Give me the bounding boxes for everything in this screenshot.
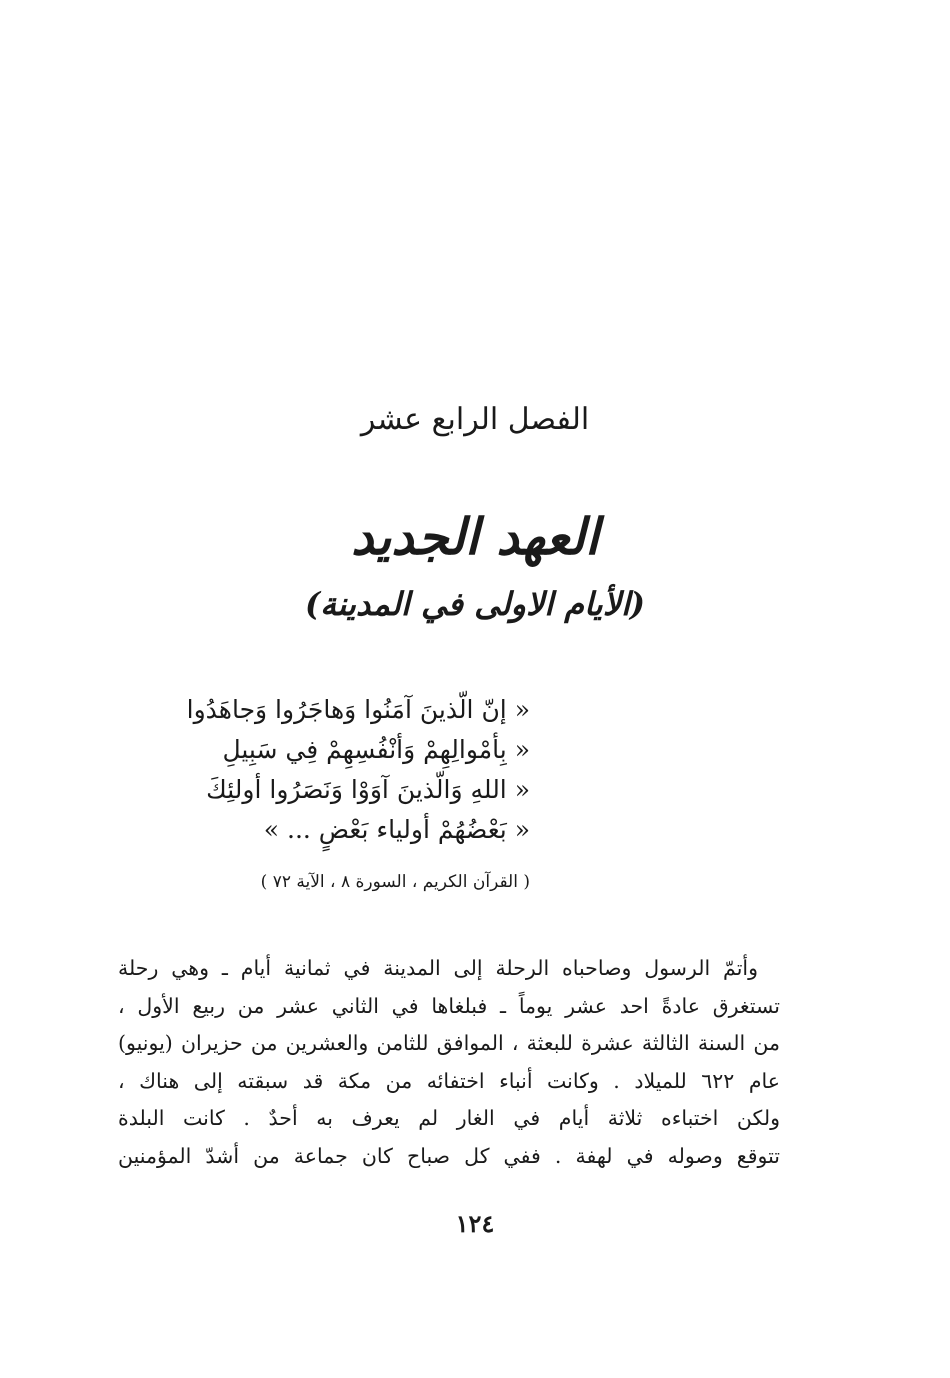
quote-line: « بَعْضُهُمْ أولياء بَعْضٍ ... » [263, 815, 530, 844]
quote-line: « بِأمْوالِهِمْ وَأنْفُسِهِمْ فِي سَبِيلِ [222, 735, 530, 764]
quote-line: « إنّ الّذينَ آمَنُوا وَهاجَرُوا وَجاهَدُوا [186, 695, 530, 724]
page-number: ١٢٤ [455, 1209, 495, 1238]
body-line: تستغرق عادةً احد عشر يوماً ـ فبلغاها في الثاني عشر من ربيع الأول ، [118, 993, 780, 1018]
body-line: ولكن اختباءه ثلاثة أيام في الغار لم يعرف به أحدٌ . كانت البلدة [118, 1106, 780, 1130]
body-paragraph [118, 950, 780, 1175]
chapter-subtitle: (الأيام الاولى في المدينة) [305, 585, 645, 623]
chapter-label: الفصل الرابع عشر [360, 402, 590, 437]
chapter-title: العهد الجديد [351, 507, 599, 566]
body-line: من السنة الثالثة عشرة للبعثة ، الموافق للثامن والعشرين من حزيران (يونيو) [118, 1031, 780, 1055]
quote-line: « اللهِ وَالّذينَ آوَوْا وَنَصَرُوا أولئِكَ [206, 775, 530, 804]
body-line: وأتمّ الرسول وصاحباه الرحلة إلى المدينة في ثمانية أيام ـ وهي رحلة [118, 956, 758, 980]
body-line: عام ٦٢٢ للميلاد . وكانت أنباء اختفائه من مكة قد سبقته إلى هناك ، [118, 1068, 781, 1093]
quran-quote [110, 690, 530, 850]
quote-citation: ( القرآن الكريم ، السورة ٨ ، الآية ٧٢ ) [260, 872, 530, 892]
body-line: تتوقع وصوله في لهفة . ففي كل صباح كان جماعة من أشدّ المؤمنين [118, 1143, 780, 1168]
